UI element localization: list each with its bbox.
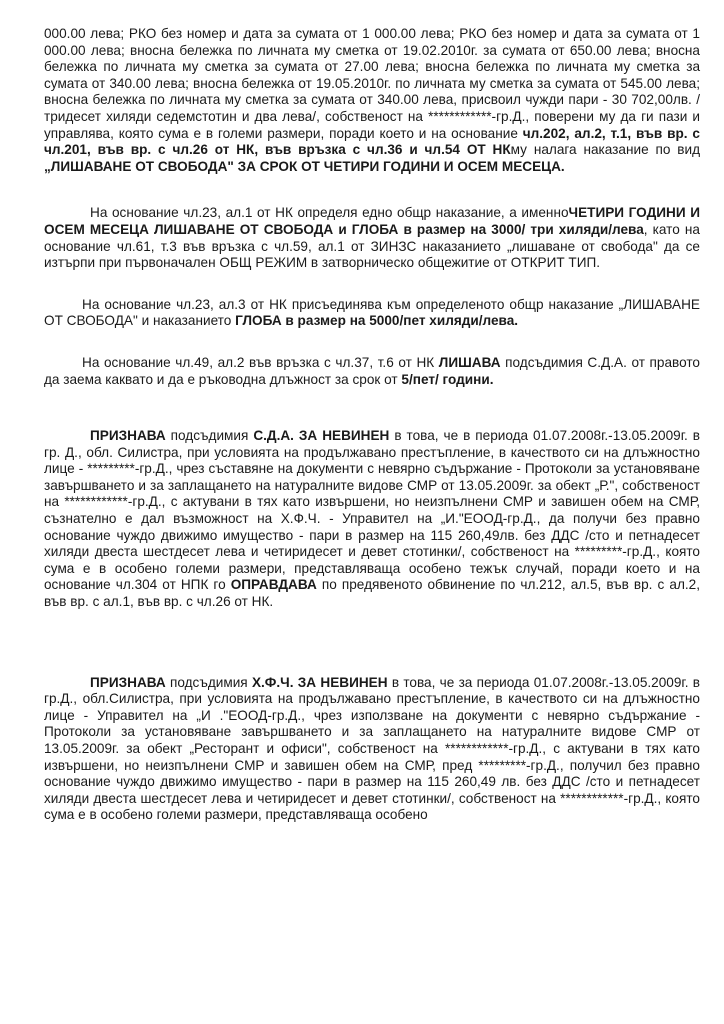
paragraph-acquittal-hfch	[44, 675, 700, 824]
p1-sentence: „ЛИШАВАНЕ ОТ СВОБОДА" ЗА СРОК ОТ ЧЕТИРИ ГОДИНИ И ОСЕМ МЕСЕЦА.	[44, 158, 565, 174]
paragraph-common-penalty	[44, 205, 700, 271]
p5-text-a: подсъдимия	[165, 428, 254, 444]
p1-articles: чл.202, ал.2, т.1, във вр. с чл.201, във вр. с чл.26 от НК, във връзка с чл.36 и чл.54 ОТ НК	[44, 125, 700, 158]
p6-not-guilty: Х.Ф.Ч. ЗА НЕВИНЕН	[251, 674, 388, 690]
paragraph-acquittal-sda	[44, 428, 700, 611]
paragraph-fine	[44, 297, 700, 330]
p1-text-a: 000.00 лева; РКО без номер и дата за сумата от 1 000.00 лева; РКО без номер и дата за сумата от 1 000.00 лева; вносна бележка по личната му сметка от 19.02.2010г. за сумата от 650.00 лева; вносна бележка по личната му сметка за сумата от 27.00 лева; вносна бележка по личната му сметка за сумата от 340.00 лева; вносна бележка от 19.05.2010г. по личната му сметка за сумата от 545.00 лева; вносна бележка по личната му сметка за сумата от 340.00 лева, присвоил чужди пари - 30 702,00лв. /тридесет хиляди седемстотин и два лева/, собственост на ************-гр.Д., поверени му да ги пази и управлява, която сума е в големи размери, поради което и на основание	[44, 26, 700, 141]
paragraph-deprivation-of-rights	[44, 355, 700, 388]
p5-acknowledges: ПРИЗНАВА	[90, 428, 166, 444]
p3-text-a: На основание чл.23, ал.3 от НК присъединява към определеното общр наказание „ЛИШАВАНЕ ОТ СВОБОДА" и наказанието	[44, 296, 700, 329]
p4-text-a: На основание чл.49, ал.2 във връзка с чл.37, т.6 от НК	[82, 354, 439, 370]
p2-text-a: На основание чл.23, ал.1 от НК определя едно общр наказание, а именно	[90, 205, 569, 221]
p3-fine: ГЛОБА в размер на 5000/пет хиляди/лева.	[235, 313, 519, 329]
p6-text-a: подсъдимия	[165, 674, 252, 690]
p2-penalty: ЧЕТИРИ ГОДИНИ И ОСЕМ МЕСЕЦА ЛИШАВАНЕ ОТ СВОБОДА и ГЛОБА в размер на 3000/ три хиляди/лева	[44, 205, 700, 237]
p1-text-b: му налага наказание по вид	[510, 142, 701, 158]
p2-text-b: , като на основание чл.61, т.3 във връзка с чл.59, ал.1 от ЗИНЗС наказанието „лишаване от свобода" да се изтърпи при първоначален ОБЩ РЕЖИМ в затворническо общежитие от ОТКРИТ ТИП.	[44, 221, 700, 271]
p4-text-b: подсъдимия С.Д.А. от правото да заема каквато и да е ръководна длъжност за срок от	[44, 354, 700, 387]
p4-term: 5/пет/ години.	[401, 371, 494, 387]
p5-text-b: в това, че в периода 01.07.2008г.-13.05.2009г. в гр. Д., обл. Силистра, при условията на продължавано престъпление, в качеството си на длъжностно лице - *********-гр.Д., чрез съставяне на документи с невярно съдържание - Протоколи за установяване завършването и за заплащането на натуралните видове СМР от 13.05.2009г. за обект „Р.", собственост на ************-гр.Д., с актувани в тях като извършени, но неизпълнени СМР и завишен обем на СМР, съзнателно е дал възможност на Х.Ф.Ч. - Управител на „И."ЕООД-гр.Д., да получи без правно основание чуждо движимо имущество - пари в размер на 115 260,49лв. без ДДС /сто и петнадесет хиляди двеста шестдесет лева и четиридесет и девет стотинки/, собственост на *********-гр.Д., която сума е в особено големи размери, представляваща особено тежък случай, поради което и на основание чл.304 от НПК го	[44, 428, 700, 593]
p6-acknowledges: ПРИЗНАВА	[90, 674, 166, 690]
p4-deprives: ЛИШАВА	[438, 354, 501, 370]
paragraph-sentence-first-defendant	[44, 26, 700, 175]
p5-text-c: по предявеното обвинение по чл.212, ал.5, във вр. с ал.2, във вр. с ал.1, във вр. с чл.26 от НК.	[44, 577, 700, 610]
p5-not-guilty: С.Д.А. ЗА НЕВИНЕН	[253, 428, 390, 444]
p6-text-b: в това, че за периода 01.07.2008г.-13.05.2009г. в гр.Д., обл.Силистра, при условията на продължавано престъпление, в качеството си на длъжностно лице - Управител на „И ."ЕООД-гр.Д., чрез използване на документи с невярно съдържание - Протоколи за установяване завършването и за заплащането на натуралните видове СМР от 13.05.2009г. за обект „Ресторант и офиси", собственост на ************-гр.Д., с актувани в тях като извършени, но неизпълнени СМР и завишен обем на СМР, пред *********-гр.Д., получил без правно основание чуждо движимо имущество - пари в размер на 115 260,49 лв. без ДДС /сто и петнадесет хиляди двеста шестдесет лева и четиридесет и девет стотинки/, собственост на ************-гр.Д., която сума е в особено големи размери, представляваща особено	[44, 674, 700, 823]
p5-acquits: ОПРАВДАВА	[230, 577, 317, 593]
